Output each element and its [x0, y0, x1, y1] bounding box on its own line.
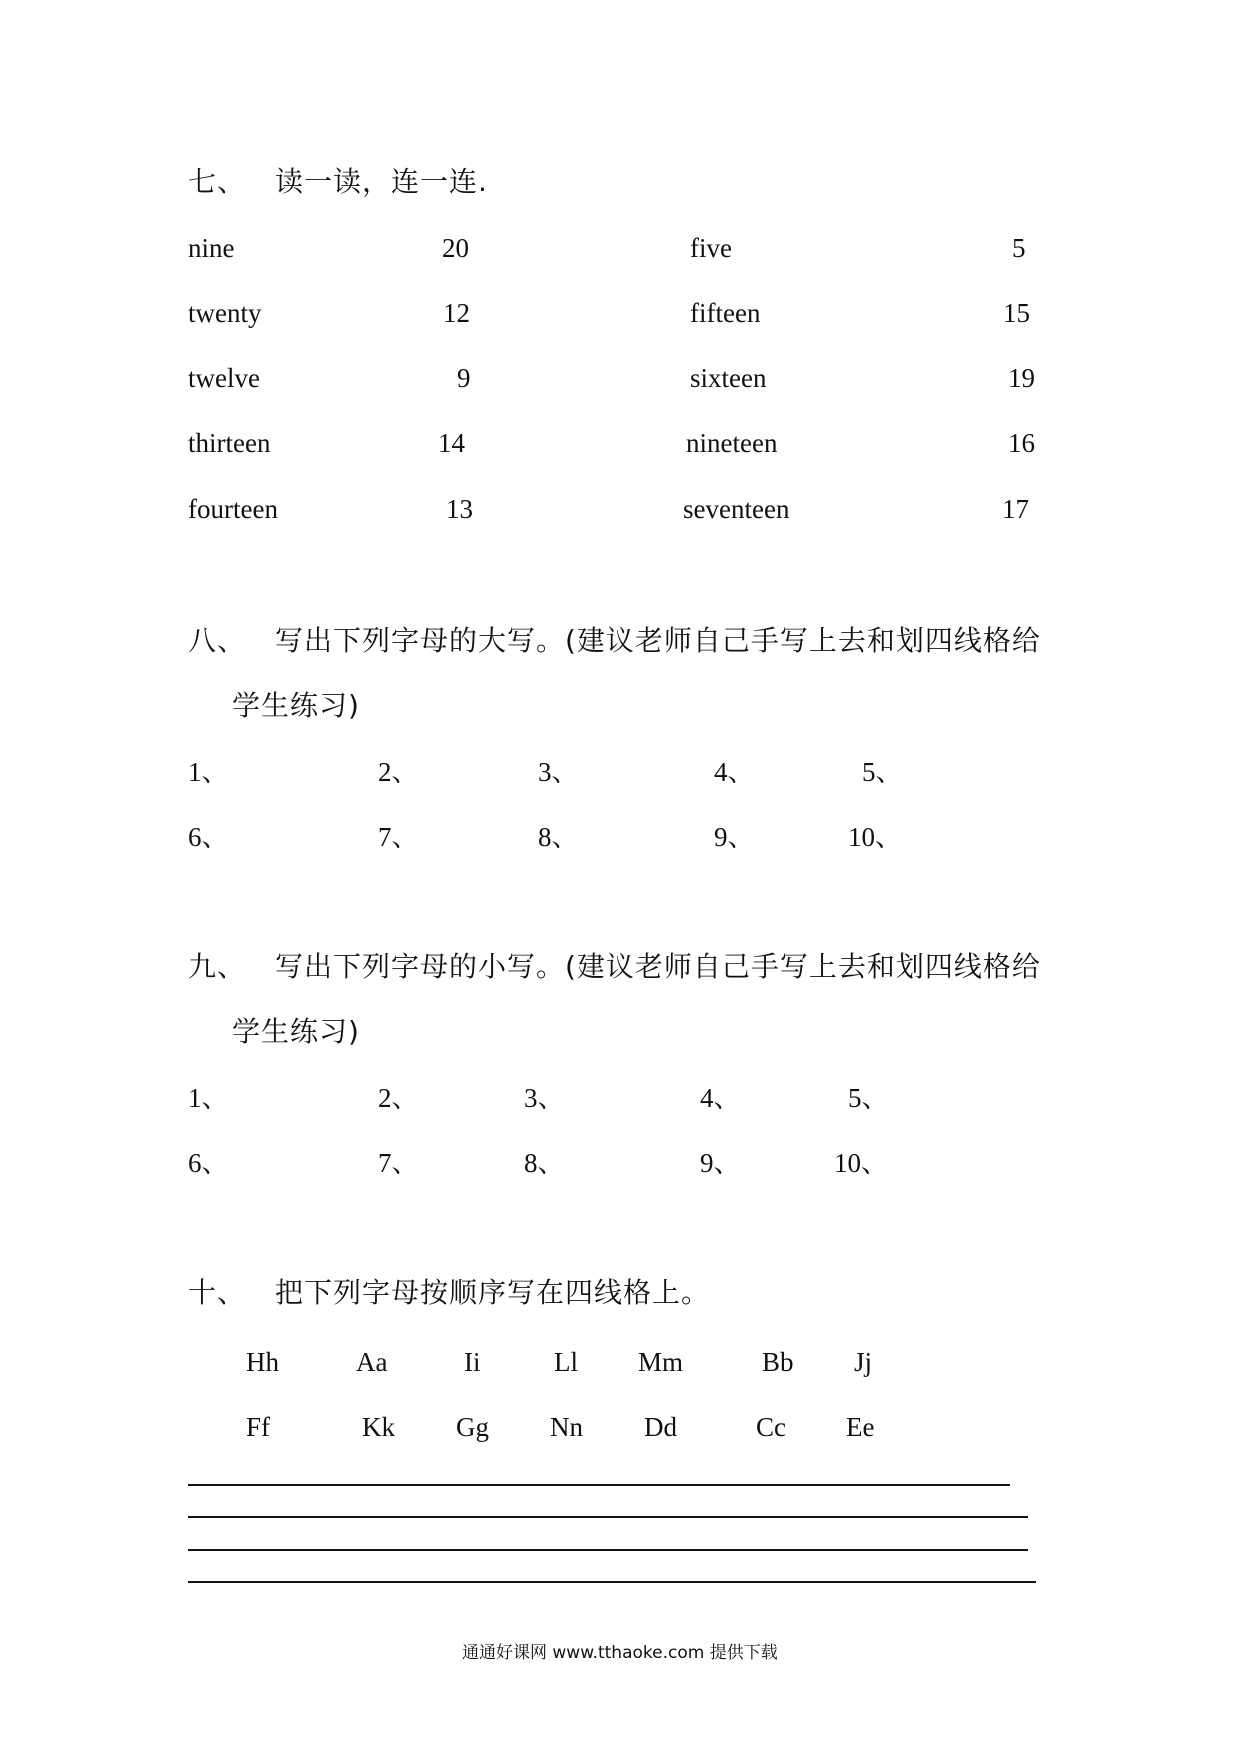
left-number: 12 [443, 298, 470, 328]
section-9-number: 九、 [188, 950, 247, 983]
left-number: 20 [442, 233, 469, 263]
letter-pair: Ii [464, 1347, 481, 1377]
right-word: seventeen [683, 494, 790, 524]
section-8-title: 写出下列字母的大写。(建议老师自己手写上去和划四线格给 [275, 624, 1041, 657]
left-word: twenty [188, 298, 262, 328]
writing-line [188, 1549, 1028, 1551]
section-10-title: 把下列字母按顺序写在四线格上。 [275, 1276, 711, 1309]
answer-slot: 4、 [700, 1083, 741, 1113]
letter-pair: Nn [550, 1412, 583, 1442]
section-8-title-continued: 学生练习) [232, 689, 360, 722]
writing-line [188, 1516, 1028, 1518]
letter-pair: Bb [762, 1347, 794, 1377]
left-word: twelve [188, 363, 260, 393]
answer-slot: 7、 [378, 822, 419, 852]
section-7-number: 七、 [188, 165, 247, 198]
left-number: 14 [438, 428, 465, 458]
answer-slot: 10、 [834, 1148, 888, 1178]
writing-line [188, 1484, 1010, 1486]
letter-pair: Hh [246, 1347, 279, 1377]
answer-slot: 6、 [188, 822, 229, 852]
right-word: nineteen [686, 428, 778, 458]
left-word: nine [188, 233, 235, 263]
left-number: 9 [457, 363, 471, 393]
right-number: 5 [1012, 233, 1026, 263]
letter-pair: Ff [246, 1412, 271, 1442]
letter-pair: Mm [638, 1347, 684, 1377]
answer-slot: 4、 [714, 757, 755, 787]
section-7-title: 读一读，连一连. [275, 165, 488, 198]
answer-slot: 6、 [188, 1148, 229, 1178]
letter-pair: Ee [846, 1412, 875, 1442]
right-number: 16 [1008, 428, 1035, 458]
right-word: sixteen [690, 363, 767, 393]
answer-slot: 10、 [848, 822, 902, 852]
answer-slot: 8、 [538, 822, 579, 852]
answer-slot: 8、 [524, 1148, 565, 1178]
answer-slot: 2、 [378, 757, 419, 787]
answer-slot: 7、 [378, 1148, 419, 1178]
section-9-title-continued: 学生练习) [232, 1015, 360, 1048]
right-number: 17 [1002, 494, 1029, 524]
letter-pair: Gg [456, 1412, 489, 1442]
answer-slot: 5、 [848, 1083, 889, 1113]
letter-pair: Kk [362, 1412, 395, 1442]
answer-slot: 1、 [188, 757, 229, 787]
writing-line [188, 1581, 1036, 1583]
left-word: thirteen [188, 428, 271, 458]
letter-pair: Aa [356, 1347, 388, 1377]
answer-slot: 1、 [188, 1083, 229, 1113]
answer-slot: 3、 [524, 1083, 565, 1113]
right-number: 19 [1008, 363, 1035, 393]
answer-slot: 3、 [538, 757, 579, 787]
answer-slot: 2、 [378, 1083, 419, 1113]
letter-pair: Jj [854, 1347, 873, 1377]
answer-slot: 9、 [700, 1148, 741, 1178]
section-8-number: 八、 [188, 624, 247, 657]
right-word: fifteen [690, 298, 761, 328]
left-word: fourteen [188, 494, 278, 524]
section-10-number: 十、 [188, 1276, 247, 1309]
answer-slot: 5、 [862, 757, 903, 787]
footer-text: 通通好课网 www.tthaoke.com 提供下载 [462, 1643, 778, 1663]
section-9-title: 写出下列字母的小写。(建议老师自己手写上去和划四线格给 [275, 950, 1041, 983]
letter-pair: Cc [756, 1412, 786, 1442]
letter-pair: Ll [554, 1347, 578, 1377]
answer-slot: 9、 [714, 822, 755, 852]
letter-pair: Dd [644, 1412, 677, 1442]
right-number: 15 [1003, 298, 1030, 328]
left-number: 13 [446, 494, 473, 524]
right-word: five [690, 233, 732, 263]
